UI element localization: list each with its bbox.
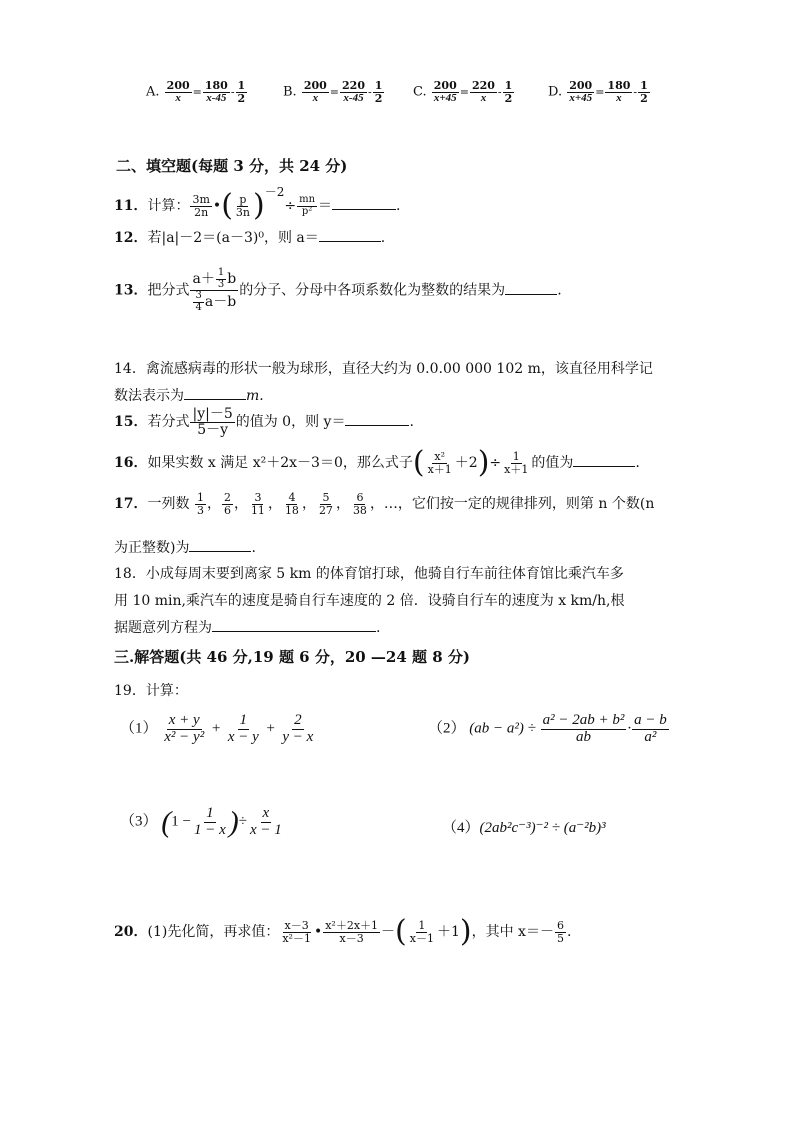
- question-19-title: 19．计算：: [114, 683, 188, 699]
- question-16: 16．如果实数 x 满足 x²＋2x－3＝0，那么式子( $\frac{\text{x²}}{x+1}$ ＋2)÷ $\frac{1}{x+1}$ 的值为 .: [114, 445, 640, 480]
- question-18-line-2: 用 10 min,乘汽车的速度是骑自行车速度的 2 倍．设骑自行车的速度为 x km/h,根: [114, 593, 625, 609]
- option-c: C. $\frac{200}{x+45}$ = $\frac{220}{x}$ - $\frac{1}{2}$: [413, 79, 513, 105]
- option-b: B. $\frac{200}{x}$ = $\frac{220}{x-45}$ - $\frac{1}{2}$: [283, 79, 383, 105]
- question-19-part-4: （4）(2ab²c⁻³)⁻² ÷ (a⁻²b)³: [442, 820, 606, 836]
- question-19-part-3: （3） (1 − $\frac{1}{1 - x}$ )÷ $\frac{x}{x - 1}$: [120, 805, 282, 839]
- question-17: 17．一列数 $\frac{1}{3}$ ， $\frac{2}{6}$ ， $\frac{3}{11}$ ， $\frac{4}{18}$ ， $\frac{5}{27}$ ， $\frac{6}{38}$ ，…，它们按一定的规律排列，则第 n 个数(n: [114, 491, 655, 517]
- question-18-line-3: 据题意列方程为 .: [114, 617, 380, 637]
- question-14-line-1: 14．禽流感病毒的形状一般为球形，直径大约为 0.0.00 000 102 m，该直径用科学记: [114, 361, 653, 377]
- question-19-part-2: （2） (ab − a²) ÷ $\frac{\text{a² − 2ab + b²}}{ab}$ · $\frac{a - b}{\text{a²}}$: [428, 712, 667, 745]
- option-a: A. $\frac{200}{x}$ = $\frac{180}{x-45}$ - $\frac{1}{2}$: [146, 79, 246, 105]
- section-heading-solve: 三.解答题(共 46 分,19 题 6 分，20 —24 题 8 分): [114, 648, 471, 666]
- question-12: 12．若|a|－2＝(a－3)⁰，则 a＝ .: [114, 227, 385, 247]
- question-15: 15．若分式 $\frac{|y|-5}{5-y}$ 的值为 0，则 y＝ .: [114, 406, 414, 438]
- question-11: 11．计算： $\frac{3m}{2n}$ •( $\frac{p}{3n}$ )$^{-2}$÷ $\frac{mn}{\text{p²}}$ ＝ .: [114, 185, 401, 223]
- question-13: 13．把分式 a＋ $\frac{1}{3}$ b $\frac{3}{4}$ a－b 的分子、分母中各项系数化为整数的结果为 .: [114, 267, 562, 313]
- question-20: 20．(1)先化简，再求值： $\frac{x-3}{\text{x²－1}}$ • $\frac{\text{x²＋2x＋1}}{x-3}$ －( $\frac{1}{x-1}$ ＋1)，其中 x＝－ $\frac{6}{5}$ .: [114, 914, 572, 949]
- question-14-line-2: 数法表示为 m.: [114, 385, 264, 405]
- question-18-line-1: 18．小成每周末要到离家 5 km 的体育馆打球，他骑自行车前往体育馆比乘汽车多: [114, 566, 624, 582]
- question-17-line-2: 为正整数)为 .: [114, 537, 256, 557]
- section-heading-fill-in: 二、填空题(每题 3 分，共 24 分): [116, 157, 348, 175]
- option-d: D. $\frac{200}{x+45}$ = $\frac{180}{x}$ - $\frac{1}{2}$: [548, 79, 648, 105]
- question-19-part-1: （1） $\frac{x + y}{\text{x² − y²}}$ + $\frac{1}{x - y}$ + $\frac{2}{y - x}$: [120, 712, 314, 745]
